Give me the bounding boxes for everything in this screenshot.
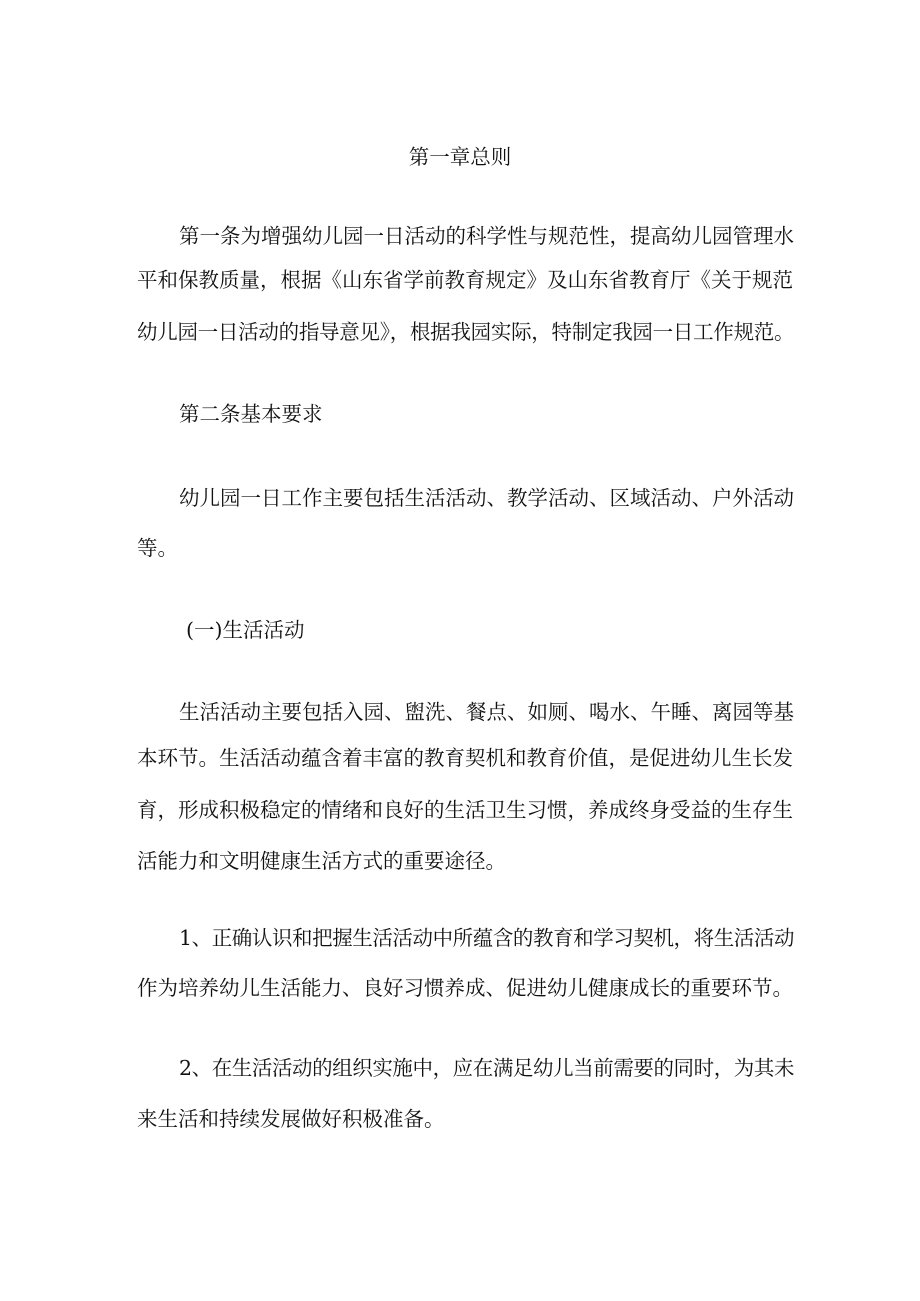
paragraph-line: 本环节。生活活动蕴含着丰富的教育契机和教育价值，是促进幼儿生长发	[137, 746, 793, 770]
paragraph-line: 育，形成积极稳定的情绪和良好的生活卫生习惯，养成终身受益的生存生	[137, 798, 793, 822]
paragraph-line: 2、在生活活动的组织实施中，应在满足幼儿当前需要的同时，为其未	[179, 1056, 795, 1080]
paragraph-line: 生活活动主要包括入园、盥洗、餐点、如厕、喝水、午睡、离园等基	[179, 700, 794, 724]
paragraph-line: 第一条为增强幼儿园一日活动的科学性与规范性，提高幼儿园管理水	[179, 224, 794, 248]
paragraph-line: 活能力和文明健康生活方式的重要途径。	[137, 849, 506, 873]
section-1-heading: (一)生活活动	[186, 618, 305, 642]
chapter-title: 第一章总则	[408, 145, 512, 169]
paragraph-line: 来生活和持续发展做好积极准备。	[137, 1107, 445, 1131]
paragraph-line: 等。	[137, 536, 178, 560]
paragraph-line: 平和保教质量，根据《山东省学前教育规定》及山东省教育厅《关于规范	[137, 268, 793, 292]
article-2-heading: 第二条基本要求	[179, 402, 323, 426]
paragraph-line: 作为培养幼儿生活能力、良好习惯养成、促进幼儿健康成长的重要环节。	[137, 976, 793, 1000]
paragraph-line: 1、正确认识和把握生活活动中所蕴含的教育和学习契机，将生活活动	[179, 926, 795, 950]
paragraph-line: 幼儿园一日活动的指导意见》，根据我园实际，特制定我园一日工作规范。	[137, 320, 795, 344]
paragraph-line: 幼儿园一日工作主要包括生活活动、教学活动、区域活动、户外活动	[179, 486, 794, 510]
